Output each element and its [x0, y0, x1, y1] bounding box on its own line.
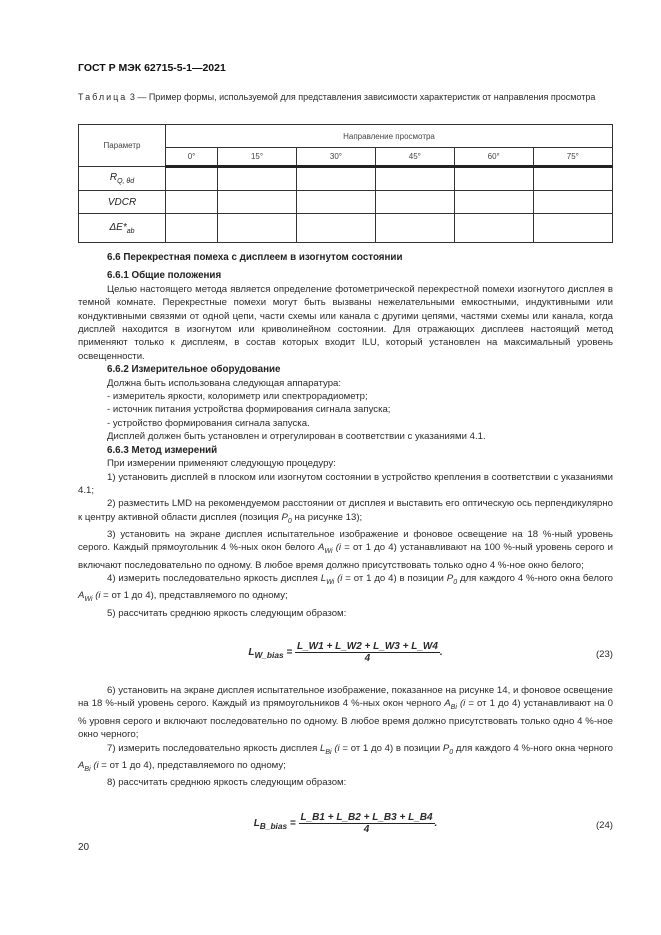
angle-header: 30°	[296, 148, 375, 167]
direction-header: Направление просмотра	[166, 125, 613, 148]
step-1: 1) установить дисплей в плоском или изогнутом состоянии в устройство крепления в соответствии с указаниями 4.1;	[78, 471, 613, 496]
table-row	[79, 214, 613, 243]
step-6: 6) установить на экране дисплея испытательное изображение, показанное на рисунке 14, и фоновое освещение на 18 %-ный уровень серого. Каждый из прямоугольников 4 %-ных окон черного $A_{Bi}$ (i = от 1 до 4) устанавливают на 0 % уровня серого и включают последовательно по одному. В любое время должно присутствовать только одно 4 %-ное окно черного;	[78, 685, 613, 741]
paragraph: При измерении применяют следующую процедуру:	[107, 458, 336, 470]
table-row	[79, 167, 613, 191]
viewing-direction-table	[78, 124, 613, 243]
step-2: 2) разместить LMD на рекомендуемом расстоянии от дисплея и выставить его оптическую ось перпендикулярно к центру активной области дисплея (позиция $P_0$ на рисунке 13);	[78, 498, 613, 525]
section-title: 6.6 Перекрестная помеха с дисплеем в изогнутом состоянии	[107, 252, 403, 263]
param-header: Параметр	[79, 125, 166, 167]
document-header: ГОСТ Р МЭК 62715-5-1—2021	[78, 62, 226, 74]
table-caption	[78, 91, 613, 104]
param-cell: $\Delta E*_{ab}$	[79, 214, 166, 243]
paragraph: Целью настоящего метода является определение фотометрической перекрестной помехи изогнутого дисплея в темной комнате. Перекрестные помехи могут быть вызваны нежелательными емкостными, индуктивными или кондуктивными связями от одной цепи, части схемы или канала с другими цепями, частями схемы или канала, когда дисплей находится в изогнутом или криволинейном состоянии. Для отражающих дисплеев настоящий метод применяют только к дисплеям, в состав которых входит ILU, который установлен на максимальный уровень освещенности.	[78, 283, 613, 362]
step-8: 8) рассчитать среднюю яркость следующим образом:	[107, 777, 347, 789]
section-title: 6.6.3 Метод измерений	[107, 444, 218, 456]
list-item: - измеритель яркости, колориметр или спектрорадиометр;	[107, 391, 368, 403]
angle-header: 75°	[533, 148, 612, 167]
section-6-6-1	[78, 251, 613, 620]
page-number: 20	[78, 842, 90, 853]
paragraph: Должна быть использована следующая аппаратура:	[107, 377, 342, 389]
param-cell: VDCR	[79, 191, 166, 214]
caption-label: Таблица	[78, 92, 128, 102]
equation-number: (23)	[595, 649, 613, 660]
table-row	[79, 191, 613, 214]
equation-number: (24)	[595, 820, 613, 831]
equation-23: $L_{W\_bias}$ = $\frac{L\_W1 + L\_W2 + L\_W3 + L\_W4}{4}$ . (23)	[248, 641, 613, 664]
angle-header: 60°	[454, 148, 533, 167]
equation-24: $L_{B\_bias}$ = $\frac{L\_B1 + L\_B2 + L\_B3 + L\_B4}{4}$ . (24)	[253, 812, 613, 835]
angle-header: 45°	[375, 148, 454, 167]
param-cell: $R_{Q, \theta d}$	[79, 167, 166, 191]
step-5: 5) рассчитать среднюю яркость следующим образом:	[107, 607, 347, 619]
angle-header: 0°	[166, 148, 218, 167]
section-title: 6.6.1 Общие положения	[107, 270, 222, 282]
step-4: 4) измерить последовательно яркость дисплея $L_{Wi}$ (i = от 1 до 4) в позиции $P_0$ для каждого 4 %-ного окна белого $A_{Wi}$ (i = от 1 до 4), представляемого по одному;	[78, 573, 613, 604]
caption-text: 3 — Пример формы, используемой для представления зависимости характеристик от направления просмотра	[129, 92, 596, 102]
list-item: - источник питания устройства формирования сигнала запуска;	[107, 404, 391, 416]
list-item: - устройство формирования сигнала запуска.	[107, 417, 310, 429]
angle-header: 15°	[218, 148, 297, 167]
step-7: 7) измерить последовательно яркость дисплея $L_{Bi}$ (i = от 1 до 4) в позиции $P_0$ для каждого 4 %-ного окна черного $A_{Bi}$ (i = от 1 до 4), представляемого по одному;	[78, 742, 614, 773]
paragraph: Дисплей должен быть установлен и отрегулирован в соответствии с указаниями 4.1.	[107, 431, 486, 443]
section-title: 6.6.2 Измерительное оборудование	[107, 364, 281, 376]
steps-6-8	[78, 684, 613, 790]
step-3: 3) установить на экране дисплея испытательное изображение и фоновое освещение на 18 %-ный уровень серого. Каждый прямоугольник 4 %-ных окон белого $A_{Wi}$ (i = от 1 до 4) устанавливают на 100 %-ный уровень серого и включают последовательно по одному. В любое время должно присутствовать только одно 4 %-ное окно белого;	[78, 529, 613, 571]
